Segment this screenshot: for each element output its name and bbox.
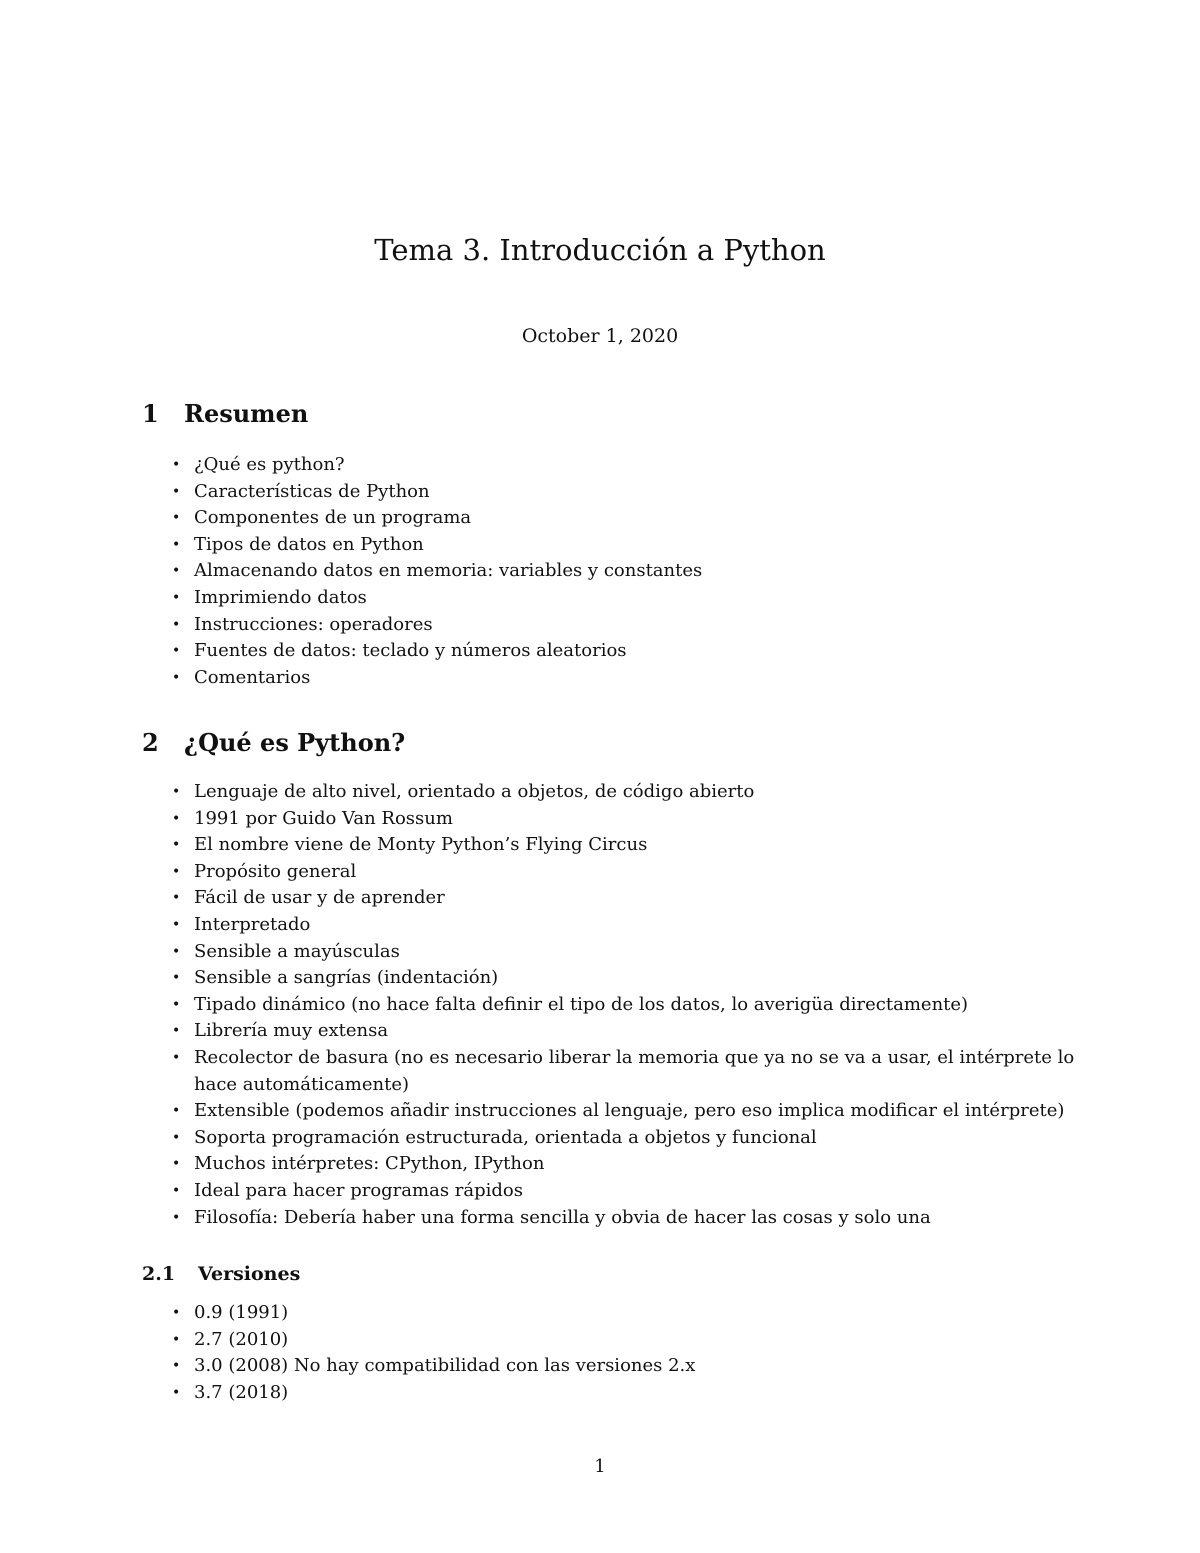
list-item-text: Tipos de datos en Python <box>194 533 424 555</box>
list-item-text: Muchos intérpretes: CPython, IPython <box>194 1153 545 1175</box>
list-item <box>0 532 1200 559</box>
bullet-icon: • <box>172 589 181 606</box>
bullet-icon: • <box>172 457 181 473</box>
bullet-icon: • <box>172 1182 181 1199</box>
bullet-icon: • <box>172 863 181 880</box>
list-item <box>0 585 1200 612</box>
list-item-text: Ideal para hacer programas rápidos <box>194 1179 523 1201</box>
list-item <box>0 992 1200 1019</box>
bullet-icon: • <box>172 1129 181 1146</box>
list-item-text: Interpretado <box>194 913 311 935</box>
list-item-text: Soporta programación estructurada, orientada a objetos y funcional <box>194 1126 817 1148</box>
list-item <box>0 1300 1200 1327</box>
list-item-text: ¿Qué es python? <box>194 454 345 475</box>
list-item <box>0 1125 1200 1152</box>
bullet-icon: • <box>172 1023 181 1040</box>
list-item-text: Comentarios <box>194 666 311 688</box>
bullet-icon: • <box>172 1156 181 1173</box>
list-item <box>0 505 1200 532</box>
list-item <box>0 665 1200 692</box>
list-item-text: 1991 por Guido Van Rossum <box>194 807 453 829</box>
list-item-text: Instrucciones: operadores <box>194 613 433 635</box>
list-item-text: Imprimiendo datos <box>194 586 367 608</box>
bullet-icon: • <box>172 1049 181 1066</box>
list-item <box>0 1205 1200 1232</box>
list-item <box>0 1045 1200 1098</box>
bullet-icon: • <box>172 563 181 580</box>
bullet-icon: • <box>172 1103 181 1120</box>
bullet-icon: • <box>172 483 181 500</box>
list-item <box>0 612 1200 639</box>
document-date: October 1, 2020 <box>521 325 679 347</box>
list-item <box>0 1327 1200 1354</box>
subsection-number: 2.1 <box>142 1263 176 1285</box>
list-item <box>0 806 1200 833</box>
page-number: 1 <box>594 1456 606 1477</box>
list-item <box>0 885 1200 912</box>
list-item <box>0 1178 1200 1205</box>
list-item <box>0 452 1200 479</box>
subsection-title: Versiones <box>198 1263 301 1285</box>
list-item-text: Componentes de un programa <box>194 507 472 529</box>
list-item-text: Librería muy extensa <box>194 1020 389 1042</box>
list-item <box>0 859 1200 886</box>
list-item <box>0 1151 1200 1178</box>
bullet-icon: • <box>172 1384 181 1401</box>
list-item-text: 2.7 (2010) <box>194 1328 289 1350</box>
section-title: ¿Qué es Python? <box>184 728 406 757</box>
bullet-icon: • <box>172 536 181 553</box>
list-item-text: Tipado dinámico (no hace falta definir el tipo de los datos, lo averigüa directamente) <box>194 993 969 1015</box>
que-es-python-list <box>0 779 1200 1231</box>
bullet-icon: • <box>172 1331 181 1348</box>
bullet-icon: • <box>172 943 181 960</box>
list-item <box>0 558 1200 585</box>
list-item-text: 3.0 (2008) No hay compatibilidad con las versiones 2.x <box>194 1355 696 1377</box>
bullet-icon: • <box>172 1358 181 1375</box>
list-item <box>0 1380 1200 1407</box>
list-item-text: 0.9 (1991) <box>194 1302 289 1323</box>
bullet-icon: • <box>172 916 181 933</box>
list-item <box>0 939 1200 966</box>
list-item-text: Fácil de usar y de aprender <box>194 887 445 909</box>
list-item <box>0 965 1200 992</box>
list-item-text: Propósito general <box>194 860 357 882</box>
bullet-icon: • <box>172 890 181 907</box>
list-item-text: Sensible a mayúsculas <box>194 940 400 962</box>
list-item <box>0 832 1200 859</box>
list-item-text: Sensible a sangrías (indentación) <box>194 967 499 989</box>
section-number: 1 <box>142 399 159 428</box>
list-item-text: Extensible (podemos añadir instrucciones al lenguaje, pero eso implica modificar el intérprete) <box>194 1100 1065 1122</box>
document-title: Tema 3. Introducción a Python <box>374 233 826 267</box>
list-item <box>0 1018 1200 1045</box>
bullet-icon: • <box>172 996 181 1013</box>
list-item-text: Lenguaje de alto nivel, orientado a objetos, de código abierto <box>194 781 755 802</box>
list-item-text: Filosofía: Debería haber una forma sencilla y obvia de hacer las cosas y solo una <box>194 1206 931 1228</box>
versiones-list <box>0 1300 1200 1406</box>
bullet-icon: • <box>172 510 181 527</box>
bullet-icon: • <box>172 616 181 633</box>
list-item-text: Fuentes de datos: teclado y números aleatorios <box>194 640 627 662</box>
list-item-text: El nombre viene de Monty Python’s Flying Circus <box>194 834 648 856</box>
list-item-text: 3.7 (2018) <box>194 1381 289 1403</box>
list-item <box>0 912 1200 939</box>
section-number: 2 <box>142 728 159 757</box>
list-item-text: Características de Python <box>194 480 430 502</box>
section-heading-resumen <box>142 396 308 432</box>
list-item <box>0 779 1200 806</box>
bullet-icon: • <box>172 669 181 686</box>
list-item-text: Recolector de basura (no es necesario liberar la memoria que ya no se va a usar, el intérprete lo hace automáticamente) <box>194 1046 1075 1095</box>
bullet-icon: • <box>172 837 181 854</box>
bullet-icon: • <box>172 1305 181 1321</box>
bullet-icon: • <box>172 1209 181 1226</box>
section-heading-que-es-python <box>142 725 405 761</box>
bullet-icon: • <box>172 810 181 827</box>
bullet-icon: • <box>172 970 181 987</box>
list-item <box>0 479 1200 506</box>
subsection-heading-versiones <box>142 1260 300 1288</box>
list-item <box>0 638 1200 665</box>
resumen-list <box>0 452 1200 691</box>
list-item <box>0 1098 1200 1125</box>
bullet-icon: • <box>172 784 181 800</box>
section-title: Resumen <box>184 399 309 428</box>
list-item <box>0 1353 1200 1380</box>
bullet-icon: • <box>172 643 181 660</box>
list-item-text: Almacenando datos en memoria: variables y constantes <box>194 560 703 582</box>
